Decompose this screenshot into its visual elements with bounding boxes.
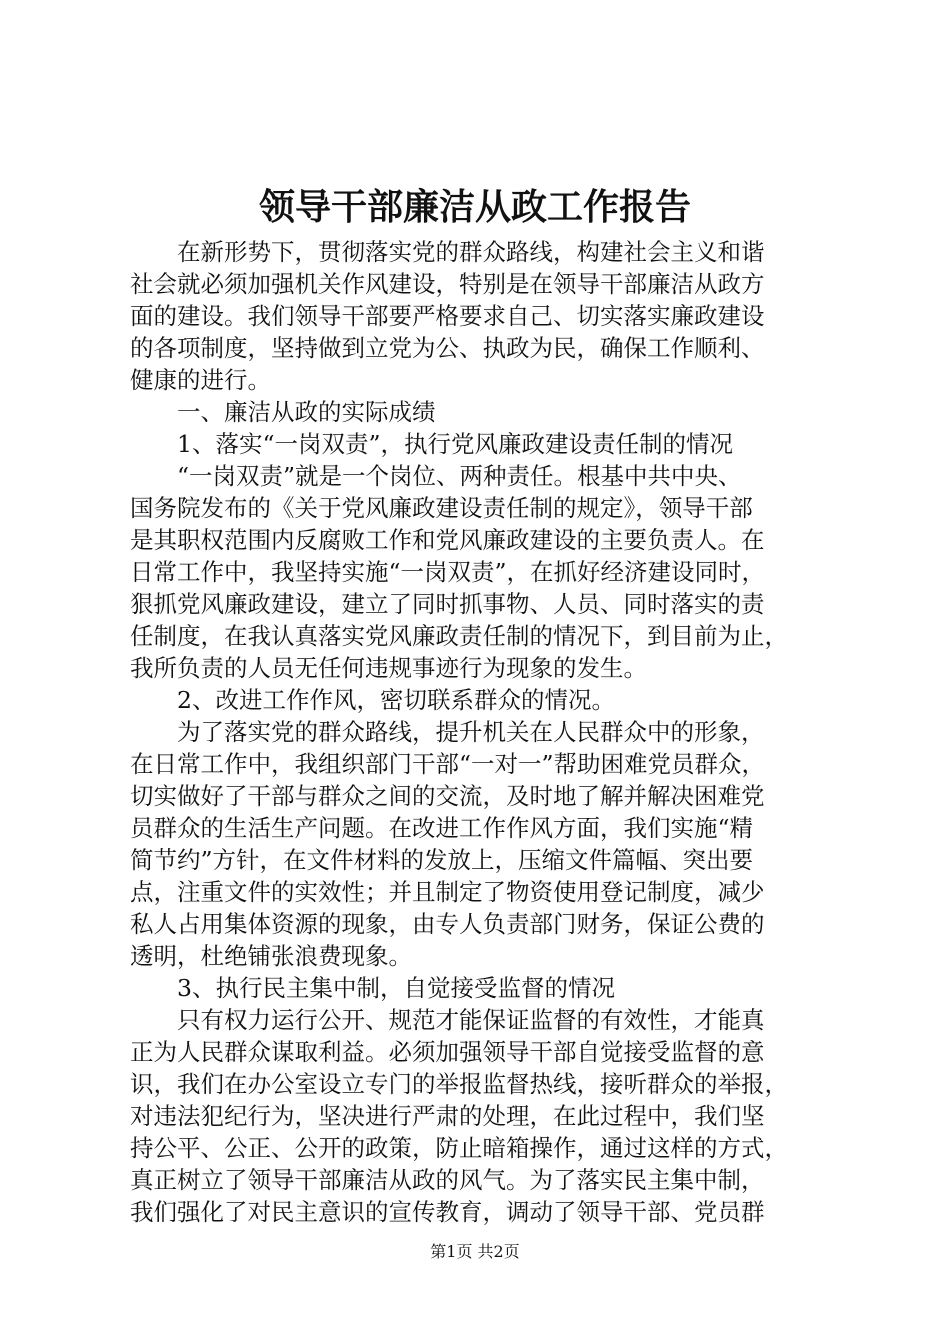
paragraph-line: 私人占用集体资源的现象，由专人负责部门财务，保证公费的 [130, 910, 765, 938]
paragraph-line: 国务院发布的《关于党风廉政建设责任制的规定》，领导干部 [130, 494, 753, 522]
paragraph-line: 持公平、公正、公开的政策，防止暗箱操作，通过这样的方式， [130, 1134, 788, 1162]
paragraph-line: 员群众的生活生产问题。在改进工作作风方面，我们实施“精 [130, 814, 754, 842]
paragraph-line: 在日常工作中，我组织部门干部“一对一”帮助困难党员群众， [130, 750, 766, 778]
paragraph-line: 正为人民群众谋取利益。必须加强领导干部自觉接受监督的意 [130, 1038, 765, 1066]
paragraph-line: 识，我们在办公室设立专门的举报监督热线，接听群众的举报， [130, 1070, 788, 1098]
paragraph-line: 简节约”方针，在文件材料的发放上，压缩文件篇幅、突出要 [130, 846, 754, 874]
paragraph-line: 面的建设。我们领导干部要严格要求自己、切实落实廉政建设 [130, 302, 765, 330]
paragraph-line: 是其职权范围内反腐败工作和党风廉政建设的主要负责人。在 [130, 526, 765, 554]
paragraph-line: 点，注重文件的实效性；并且制定了物资使用登记制度，减少 [130, 878, 765, 906]
paragraph-line: 为了落实党的群众路线，提升机关在人民群众中的形象， [177, 718, 765, 746]
paragraph-line: 真正树立了领导干部廉洁从政的风气。为了落实民主集中制， [130, 1166, 765, 1194]
paragraph-line: 日常工作中，我坚持实施“一岗双责”，在抓好经济建设同时， [130, 558, 766, 586]
paragraph-line: 的各项制度，坚持做到立党为公、执政为民，确保工作顺利、 [130, 334, 765, 362]
paragraph-line: 对违法犯纪行为，坚决进行严肃的处理，在此过程中，我们坚 [130, 1102, 765, 1130]
paragraph-line: “一岗双责”就是一个岗位、两种责任。根基中共中央、 [177, 462, 742, 490]
paragraph-line: 只有权力运行公开、规范才能保证监督的有效性，才能真 [177, 1006, 765, 1034]
paragraph-line: 在新形势下，贯彻落实党的群众路线，构建社会主义和谐 [177, 238, 765, 266]
paragraph-line: 健康的进行。 [130, 366, 271, 394]
paragraph-line: 狠抓党风廉政建设，建立了同时抓事物、人员、同时落实的责 [130, 590, 765, 618]
paragraph-line: 社会就必须加强机关作风建设，特别是在领导干部廉洁从政方 [130, 270, 765, 298]
subsection-heading: 1、落实“一岗双责”，执行党风廉政建设责任制的情况 [177, 430, 733, 458]
paragraph-line: 任制度，在我认真落实党风廉政责任制的情况下，到目前为止， [130, 622, 788, 650]
paragraph-line: 透明，杜绝铺张浪费现象。 [130, 942, 412, 970]
subsection-heading: 2、改进工作作风，密切联系群众的情况。 [177, 686, 615, 714]
page-footer: 第1页 共2页 [430, 1242, 520, 1261]
section-heading: 一、廉洁从政的实际成绩 [177, 398, 436, 426]
document-title: 领导干部廉洁从政工作报告 [258, 186, 691, 228]
paragraph-line: 我所负责的人员无任何违规事迹行为现象的发生。 [130, 654, 647, 682]
paragraph-line: 切实做好了干部与群众之间的交流，及时地了解并解决困难党 [130, 782, 765, 810]
document-body [130, 236, 830, 1228]
paragraph-line: 我们强化了对民主意识的宣传教育，调动了领导干部、党员群 [130, 1198, 765, 1226]
subsection-heading: 3、执行民主集中制，自觉接受监督的情况 [177, 974, 615, 1002]
